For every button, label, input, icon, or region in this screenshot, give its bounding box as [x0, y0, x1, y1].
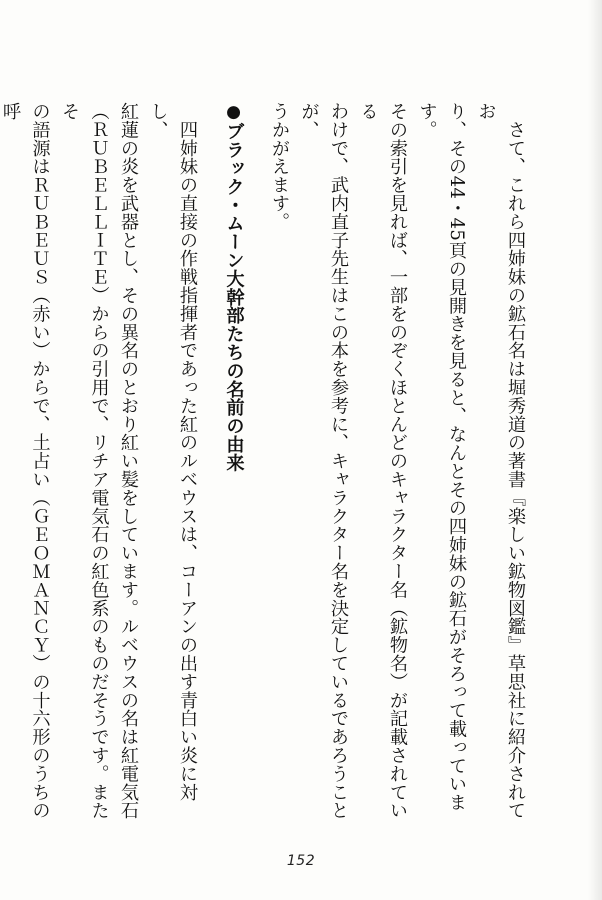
- section-heading: [218, 102, 249, 837]
- text-line: わけで、武内直子先生はこの本を参考に、キャラクター名を決定しているであろうことが、: [298, 102, 349, 820]
- bullet-circle-icon: ●: [223, 102, 244, 123]
- text-line: さて、これら四姉妹の鉱石名は堀秀道の著書『楽しい鉱物図鑑』草思社に紹介されてお: [475, 102, 526, 820]
- page-edge-shadow: [588, 0, 602, 900]
- page-number: 152: [286, 853, 316, 869]
- text-line: り、その44・45頁の見開きを見ると、なんとその四姉妹の鉱石がそろって載っています。: [416, 102, 467, 812]
- paragraph-intro: [265, 102, 531, 837]
- text-line: その索引を見れば、一部をのぞくほとんどのキャラクター名（鉱物名）が記載されている: [357, 102, 408, 820]
- text-line: 四姉妹の直接の作戦指揮者であった紅のルベウスは、コーアンの出す青白い炎に対し、: [147, 102, 198, 802]
- text-line: （ＲＵＢＥＬＬＩＴＥ）からの引用で、リチア電気石の紅色系のものだそうです。またそ: [59, 102, 110, 820]
- paragraph-origins: [0, 102, 202, 837]
- text-line: 紅蓮の炎を武器とし、その異名のとおり紅い髪をしています。ルベウスの名は紅電気石: [118, 102, 139, 820]
- text-line: の語源はＲＵＢＥＵＳ（赤い）からで、土占い（ＧＥＯＭＡＮＣＹ）の十六形のうちの呼: [0, 102, 51, 820]
- section-heading-text: ブラック・ムーン大幹部たちの名前の由来: [223, 122, 245, 472]
- text-line: うかがえます。: [269, 102, 290, 231]
- vertical-body-text: [0, 102, 530, 837]
